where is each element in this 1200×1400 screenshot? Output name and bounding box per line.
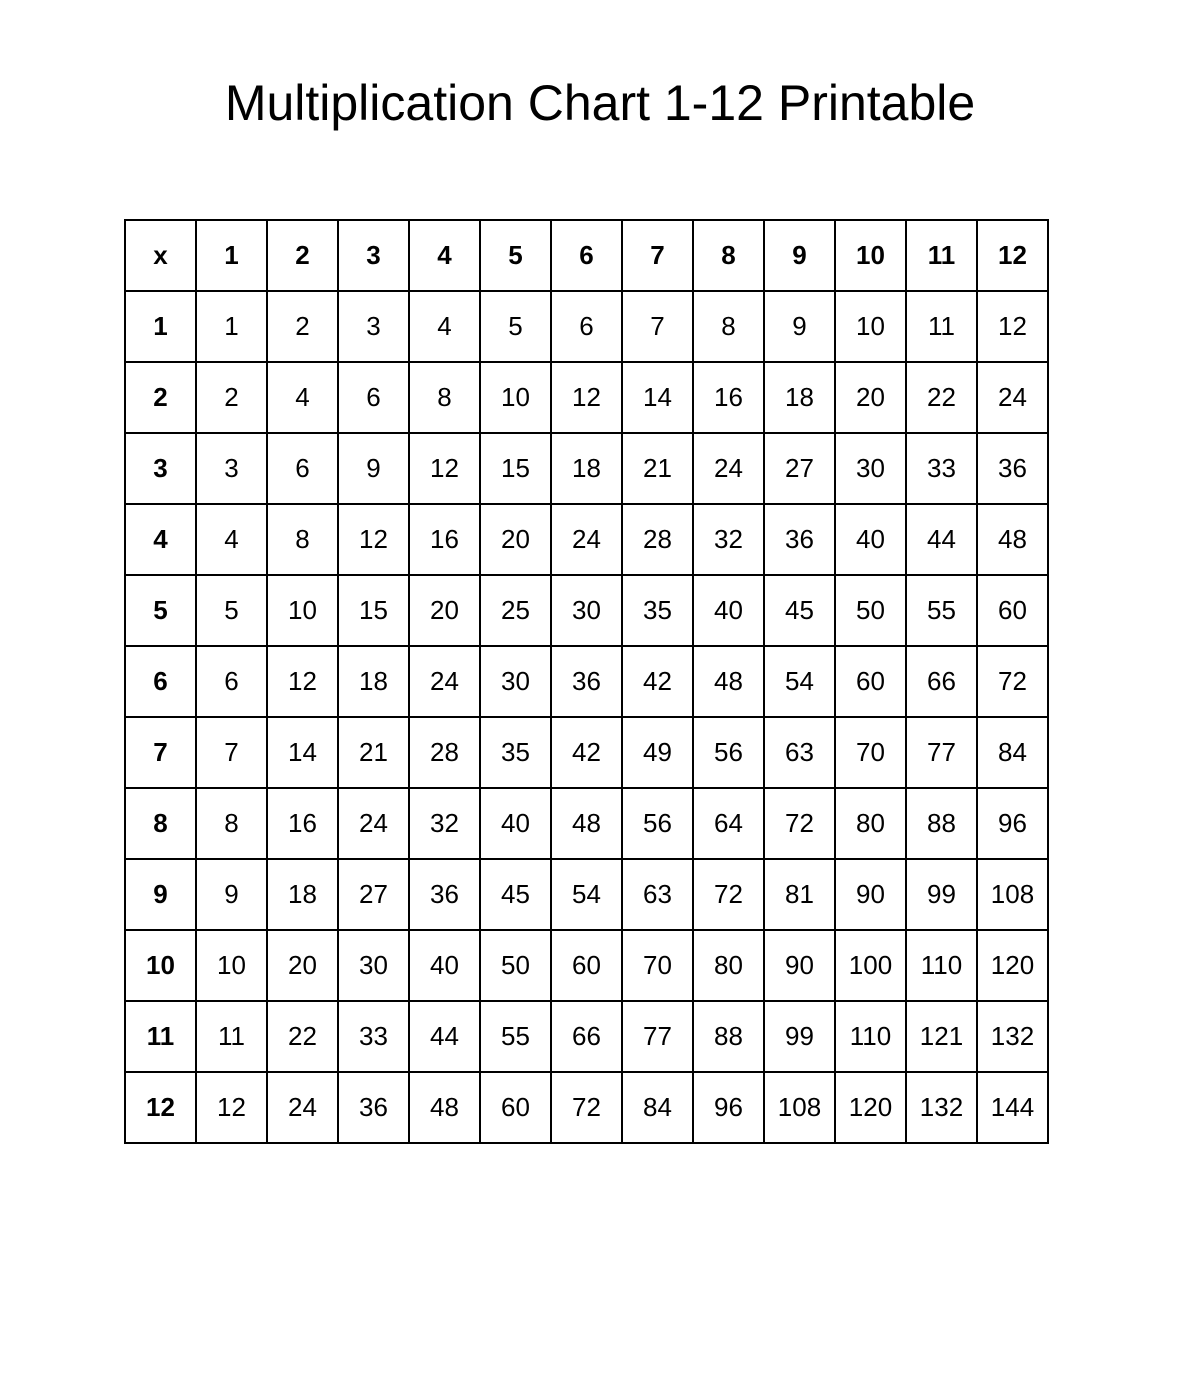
row-header: 11 (125, 1001, 196, 1072)
table-row (125, 291, 1048, 362)
column-header: 11 (906, 220, 977, 291)
product-cell: 45 (480, 859, 551, 930)
product-cell: 40 (693, 575, 764, 646)
product-cell: 60 (977, 575, 1048, 646)
product-cell: 8 (267, 504, 338, 575)
product-cell: 77 (906, 717, 977, 788)
product-cell: 6 (267, 433, 338, 504)
product-cell: 5 (196, 575, 267, 646)
product-cell: 55 (906, 575, 977, 646)
product-cell: 4 (409, 291, 480, 362)
product-cell: 27 (764, 433, 835, 504)
product-cell: 77 (622, 1001, 693, 1072)
column-header: 12 (977, 220, 1048, 291)
column-header: 10 (835, 220, 906, 291)
product-cell: 144 (977, 1072, 1048, 1143)
product-cell: 45 (764, 575, 835, 646)
table-row (125, 646, 1048, 717)
table-row (125, 1072, 1048, 1143)
product-cell: 9 (764, 291, 835, 362)
product-cell: 7 (622, 291, 693, 362)
column-header: 9 (764, 220, 835, 291)
product-cell: 30 (480, 646, 551, 717)
product-cell: 66 (551, 1001, 622, 1072)
page-title: Multiplication Chart 1-12 Printable (224, 75, 976, 131)
product-cell: 132 (906, 1072, 977, 1143)
product-cell: 22 (906, 362, 977, 433)
product-cell: 80 (693, 930, 764, 1001)
product-cell: 12 (196, 1072, 267, 1143)
product-cell: 16 (267, 788, 338, 859)
multiplication-table (124, 219, 1049, 1144)
product-cell: 30 (338, 930, 409, 1001)
product-cell: 56 (693, 717, 764, 788)
product-cell: 42 (551, 717, 622, 788)
product-cell: 60 (480, 1072, 551, 1143)
table-row (125, 788, 1048, 859)
column-header: 7 (622, 220, 693, 291)
column-header: 6 (551, 220, 622, 291)
product-cell: 15 (480, 433, 551, 504)
product-cell: 32 (693, 504, 764, 575)
product-cell: 84 (622, 1072, 693, 1143)
product-cell: 55 (480, 1001, 551, 1072)
product-cell: 30 (835, 433, 906, 504)
product-cell: 36 (551, 646, 622, 717)
product-cell: 80 (835, 788, 906, 859)
product-cell: 10 (480, 362, 551, 433)
product-cell: 88 (906, 788, 977, 859)
row-header: 6 (125, 646, 196, 717)
product-cell: 20 (480, 504, 551, 575)
product-cell: 14 (267, 717, 338, 788)
table-body (125, 291, 1048, 1143)
row-header: 3 (125, 433, 196, 504)
product-cell: 70 (622, 930, 693, 1001)
product-cell: 54 (551, 859, 622, 930)
product-cell: 50 (835, 575, 906, 646)
product-cell: 18 (551, 433, 622, 504)
product-cell: 5 (480, 291, 551, 362)
product-cell: 99 (764, 1001, 835, 1072)
product-cell: 63 (622, 859, 693, 930)
table-row (125, 362, 1048, 433)
product-cell: 6 (338, 362, 409, 433)
product-cell: 18 (764, 362, 835, 433)
product-cell: 11 (196, 1001, 267, 1072)
product-cell: 28 (622, 504, 693, 575)
product-cell: 50 (480, 930, 551, 1001)
product-cell: 90 (835, 859, 906, 930)
product-cell: 40 (480, 788, 551, 859)
product-cell: 32 (409, 788, 480, 859)
row-header: 7 (125, 717, 196, 788)
product-cell: 3 (338, 291, 409, 362)
product-cell: 121 (906, 1001, 977, 1072)
product-cell: 12 (409, 433, 480, 504)
corner-cell: x (125, 220, 196, 291)
product-cell: 30 (551, 575, 622, 646)
product-cell: 22 (267, 1001, 338, 1072)
product-cell: 11 (906, 291, 977, 362)
product-cell: 100 (835, 930, 906, 1001)
row-header: 12 (125, 1072, 196, 1143)
product-cell: 2 (196, 362, 267, 433)
product-cell: 4 (267, 362, 338, 433)
product-cell: 90 (764, 930, 835, 1001)
product-cell: 132 (977, 1001, 1048, 1072)
product-cell: 16 (693, 362, 764, 433)
product-cell: 72 (551, 1072, 622, 1143)
product-cell: 70 (835, 717, 906, 788)
product-cell: 12 (551, 362, 622, 433)
row-header: 2 (125, 362, 196, 433)
product-cell: 110 (906, 930, 977, 1001)
product-cell: 108 (977, 859, 1048, 930)
product-cell: 44 (906, 504, 977, 575)
product-cell: 3 (196, 433, 267, 504)
product-cell: 81 (764, 859, 835, 930)
table-row (125, 575, 1048, 646)
product-cell: 12 (338, 504, 409, 575)
product-cell: 110 (835, 1001, 906, 1072)
product-cell: 6 (551, 291, 622, 362)
column-header: 8 (693, 220, 764, 291)
row-header: 8 (125, 788, 196, 859)
product-cell: 21 (622, 433, 693, 504)
product-cell: 33 (338, 1001, 409, 1072)
product-cell: 8 (409, 362, 480, 433)
product-cell: 7 (196, 717, 267, 788)
table-row (125, 717, 1048, 788)
row-header: 10 (125, 930, 196, 1001)
product-cell: 8 (196, 788, 267, 859)
product-cell: 20 (835, 362, 906, 433)
product-cell: 48 (977, 504, 1048, 575)
product-cell: 36 (764, 504, 835, 575)
product-cell: 35 (480, 717, 551, 788)
product-cell: 108 (764, 1072, 835, 1143)
product-cell: 10 (267, 575, 338, 646)
row-header: 1 (125, 291, 196, 362)
product-cell: 99 (906, 859, 977, 930)
product-cell: 64 (693, 788, 764, 859)
product-cell: 6 (196, 646, 267, 717)
product-cell: 40 (835, 504, 906, 575)
row-header: 5 (125, 575, 196, 646)
product-cell: 35 (622, 575, 693, 646)
product-cell: 24 (977, 362, 1048, 433)
product-cell: 84 (977, 717, 1048, 788)
product-cell: 28 (409, 717, 480, 788)
product-cell: 63 (764, 717, 835, 788)
product-cell: 48 (693, 646, 764, 717)
product-cell: 60 (835, 646, 906, 717)
table-row (125, 1001, 1048, 1072)
row-header: 4 (125, 504, 196, 575)
product-cell: 60 (551, 930, 622, 1001)
table-row (125, 930, 1048, 1001)
product-cell: 49 (622, 717, 693, 788)
product-cell: 36 (338, 1072, 409, 1143)
product-cell: 36 (409, 859, 480, 930)
product-cell: 8 (693, 291, 764, 362)
product-cell: 36 (977, 433, 1048, 504)
product-cell: 24 (551, 504, 622, 575)
table-row (125, 433, 1048, 504)
product-cell: 40 (409, 930, 480, 1001)
product-cell: 72 (764, 788, 835, 859)
product-cell: 10 (835, 291, 906, 362)
product-cell: 16 (409, 504, 480, 575)
table-row (125, 504, 1048, 575)
product-cell: 72 (693, 859, 764, 930)
column-header: 2 (267, 220, 338, 291)
product-cell: 24 (338, 788, 409, 859)
product-cell: 54 (764, 646, 835, 717)
header-row (125, 220, 1048, 291)
product-cell: 18 (267, 859, 338, 930)
product-cell: 24 (267, 1072, 338, 1143)
product-cell: 120 (977, 930, 1048, 1001)
product-cell: 42 (622, 646, 693, 717)
column-header: 1 (196, 220, 267, 291)
product-cell: 21 (338, 717, 409, 788)
product-cell: 96 (693, 1072, 764, 1143)
product-cell: 9 (338, 433, 409, 504)
column-header: 5 (480, 220, 551, 291)
product-cell: 25 (480, 575, 551, 646)
product-cell: 9 (196, 859, 267, 930)
product-cell: 96 (977, 788, 1048, 859)
product-cell: 24 (409, 646, 480, 717)
product-cell: 2 (267, 291, 338, 362)
product-cell: 33 (906, 433, 977, 504)
product-cell: 4 (196, 504, 267, 575)
row-header: 9 (125, 859, 196, 930)
product-cell: 18 (338, 646, 409, 717)
product-cell: 48 (409, 1072, 480, 1143)
product-cell: 27 (338, 859, 409, 930)
product-cell: 14 (622, 362, 693, 433)
table-row (125, 859, 1048, 930)
product-cell: 56 (622, 788, 693, 859)
column-header: 3 (338, 220, 409, 291)
product-cell: 72 (977, 646, 1048, 717)
product-cell: 88 (693, 1001, 764, 1072)
table-header (125, 220, 1048, 291)
product-cell: 12 (977, 291, 1048, 362)
product-cell: 66 (906, 646, 977, 717)
product-cell: 12 (267, 646, 338, 717)
product-cell: 10 (196, 930, 267, 1001)
product-cell: 44 (409, 1001, 480, 1072)
product-cell: 15 (338, 575, 409, 646)
product-cell: 120 (835, 1072, 906, 1143)
product-cell: 48 (551, 788, 622, 859)
product-cell: 20 (267, 930, 338, 1001)
product-cell: 20 (409, 575, 480, 646)
column-header: 4 (409, 220, 480, 291)
product-cell: 1 (196, 291, 267, 362)
product-cell: 24 (693, 433, 764, 504)
